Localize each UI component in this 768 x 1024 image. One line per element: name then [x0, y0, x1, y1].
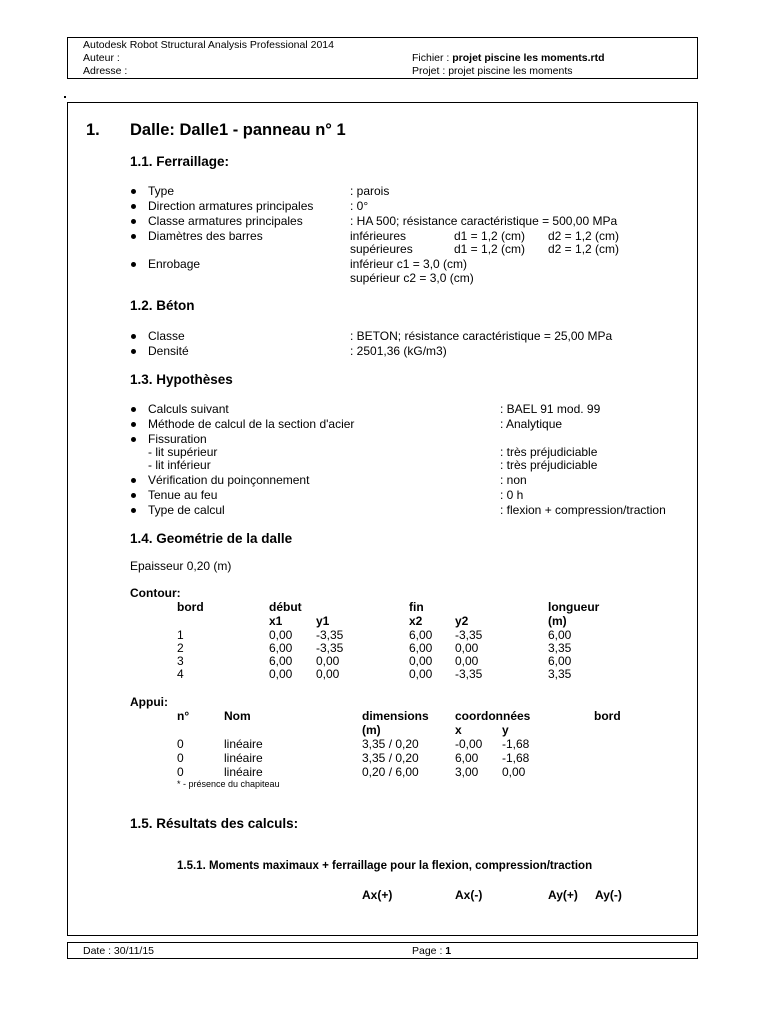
chapiteau-note: * - présence du chapiteau	[177, 779, 280, 789]
contour-cell: 6,00	[409, 628, 433, 642]
resultats-title: 1.5. Résultats des calculs:	[130, 816, 299, 831]
bullet	[131, 262, 136, 267]
appui-cell: linéaire	[224, 751, 263, 765]
appui-cell: -1,68	[502, 751, 530, 765]
type-calcul-label: Type de calcul	[148, 503, 225, 517]
contour-header-fin: fin	[409, 600, 424, 614]
appui-header-nom: Nom	[224, 709, 251, 723]
moments-subtitle: 1.5.1. Moments maximaux + ferraillage pour la flexion, compression/traction	[177, 860, 593, 872]
appui-cell: 3,00	[455, 765, 479, 779]
contour-cell: 3,35	[548, 667, 572, 681]
page-mark	[64, 96, 66, 98]
contour-header-bord: bord	[177, 600, 204, 614]
diametres-label: Diamètres des barres	[148, 229, 263, 243]
geometrie-title: 1.4. Geométrie de la dalle	[130, 531, 293, 546]
bullet	[131, 349, 136, 354]
project-label: Projet :	[412, 65, 446, 77]
methode-label: Méthode de calcul de la section d'acier	[148, 417, 355, 431]
contour-cell: 6,00	[548, 628, 572, 642]
contour-cell: 0,00	[455, 654, 479, 668]
footer-page	[412, 945, 451, 957]
type-value: : parois	[350, 184, 390, 198]
contour-cell: 0,00	[409, 654, 433, 668]
appui-cell: 0	[177, 737, 184, 751]
poinconnement-label: Vérification du poinçonnement	[148, 473, 310, 487]
contour-header-y2: y2	[455, 614, 469, 628]
contour-cell: 3,35	[548, 641, 572, 655]
col-ay-minus: Ay(-)	[595, 888, 622, 902]
project-value: projet piscine les moments	[448, 65, 573, 77]
contour-cell: 3	[177, 654, 184, 668]
col-ax-minus: Ax(-)	[455, 888, 483, 902]
diam-sup-d1: d1 = 1,2 (cm)	[454, 242, 526, 256]
contour-cell: 6,00	[409, 641, 433, 655]
author-label: Auteur :	[83, 52, 120, 64]
contour-cell: -3,35	[316, 641, 344, 655]
contour-header-x1: x1	[269, 614, 283, 628]
diam-inf-label: inférieures	[350, 229, 407, 243]
densite-label: Densité	[148, 344, 189, 358]
col-ay-plus: Ay(+)	[548, 888, 578, 902]
footer-date: Date : 30/11/15	[83, 945, 155, 957]
hypotheses-title: 1.3. Hypothèses	[130, 372, 233, 387]
appui-header-dim-unit: (m)	[362, 723, 381, 737]
poinconnement-value: : non	[500, 473, 527, 487]
type-calcul-value: : flexion + compression/traction	[500, 503, 666, 517]
bullet	[131, 437, 136, 442]
contour-cell: 2	[177, 641, 184, 655]
appui-label: Appui:	[130, 695, 168, 709]
enrobage-sup: supérieur c2 = 3,0 (cm)	[350, 271, 474, 285]
diam-inf-d2: d2 = 1,2 (cm)	[548, 229, 620, 243]
contour-cell: -3,35	[455, 667, 483, 681]
contour-cell: 6,00	[269, 654, 293, 668]
classe-value: : HA 500; résistance caractéristique = 500,00 MPa	[350, 214, 618, 228]
appui-cell: 3,35 / 0,20	[362, 751, 419, 765]
report-footer	[67, 942, 698, 959]
beton-classe-value: : BETON; résistance caractéristique = 25,00 MPa	[350, 329, 613, 343]
address-label: Adresse :	[83, 65, 128, 77]
project-field	[412, 65, 573, 77]
contour-cell: 0,00	[316, 654, 340, 668]
contour-cell: 0,00	[455, 641, 479, 655]
epaisseur: Epaisseur 0,20 (m)	[130, 559, 232, 573]
feu-label: Tenue au feu	[148, 488, 218, 502]
feu-value: : 0 h	[500, 488, 524, 502]
file-field	[412, 52, 605, 64]
lit-inf-value: : très préjudiciable	[500, 458, 598, 472]
appui-cell: linéaire	[224, 765, 263, 779]
contour-header-unit: (m)	[548, 614, 567, 628]
col-ax-plus: Ax(+)	[362, 888, 393, 902]
appui-cell: 0,20 / 6,00	[362, 765, 419, 779]
lit-sup-value: : très préjudiciable	[500, 445, 598, 459]
beton-classe-label: Classe	[148, 329, 185, 343]
bullet	[131, 508, 136, 513]
page-label: Page :	[412, 945, 443, 957]
bullet	[131, 478, 136, 483]
contour-cell: 4	[177, 667, 184, 681]
appui-cell: -0,00	[455, 737, 483, 751]
bullet	[131, 204, 136, 209]
bullet	[131, 422, 136, 427]
appui-cell: 0,00	[502, 765, 526, 779]
fissuration-label: Fissuration	[148, 432, 207, 446]
densite-value: : 2501,36 (kG/m3)	[350, 344, 447, 358]
diam-inf-d1: d1 = 1,2 (cm)	[454, 229, 526, 243]
contour-cell: 1	[177, 628, 184, 642]
enrobage-label: Enrobage	[148, 257, 201, 271]
appui-cell: 3,35 / 0,20	[362, 737, 419, 751]
appui-cell: -1,68	[502, 737, 530, 751]
calculs-label: Calculs suivant	[148, 402, 229, 416]
direction-label: Direction armatures principales	[148, 199, 314, 213]
section-number: 1.	[86, 121, 100, 139]
contour-cell: 0,00	[409, 667, 433, 681]
section-title: Dalle: Dalle1 - panneau n° 1	[130, 121, 346, 139]
appui-header-x: x	[455, 723, 462, 737]
contour-cell: -3,35	[316, 628, 344, 642]
file-label: Fichier :	[412, 52, 450, 64]
bullet	[131, 234, 136, 239]
calculs-value: : BAEL 91 mod. 99	[500, 402, 601, 416]
contour-label: Contour:	[130, 586, 181, 600]
appui-cell: 0	[177, 751, 184, 765]
appui-cell: linéaire	[224, 737, 263, 751]
page-number: 1	[445, 945, 452, 957]
direction-value: : 0°	[350, 199, 369, 213]
bullet	[131, 493, 136, 498]
bullet	[131, 334, 136, 339]
contour-cell: -3,35	[455, 628, 483, 642]
diam-sup-label: supérieures	[350, 242, 413, 256]
enrobage-inf: inférieur c1 = 3,0 (cm)	[350, 257, 468, 271]
lit-inf-label: - lit inférieur	[148, 458, 211, 472]
contour-cell: 0,00	[269, 628, 293, 642]
type-label: Type	[148, 184, 175, 198]
appui-header-bord: bord	[594, 709, 621, 723]
contour-header-y1: y1	[316, 614, 330, 628]
lit-sup-label: - lit supérieur	[148, 445, 218, 459]
diam-sup-d2: d2 = 1,2 (cm)	[548, 242, 620, 256]
contour-header-longueur: longueur	[548, 600, 600, 614]
appui-header-dimensions: dimensions	[362, 709, 429, 723]
report-header	[67, 37, 698, 79]
appui-header-num: n°	[177, 709, 190, 723]
contour-cell: 0,00	[316, 667, 340, 681]
bullet	[131, 407, 136, 412]
appui-cell: 0	[177, 765, 184, 779]
classe-label: Classe armatures principales	[148, 214, 303, 228]
contour-cell: 6,00	[269, 641, 293, 655]
software-name: Autodesk Robot Structural Analysis Professional 2014	[83, 39, 334, 51]
beton-title: 1.2. Béton	[130, 298, 195, 313]
file-value: projet piscine les moments.rtd	[452, 52, 605, 64]
bullet	[131, 189, 136, 194]
appui-header-y: y	[502, 723, 509, 737]
contour-header-debut: début	[269, 600, 302, 614]
contour-cell: 6,00	[548, 654, 572, 668]
appui-header-coordonnees: coordonnées	[455, 709, 531, 723]
appui-cell: 6,00	[455, 751, 479, 765]
methode-value: : Analytique	[500, 417, 563, 431]
bullet	[131, 219, 136, 224]
ferraillage-title: 1.1. Ferraillage:	[130, 154, 230, 169]
contour-cell: 0,00	[269, 667, 293, 681]
contour-header-x2: x2	[409, 614, 423, 628]
